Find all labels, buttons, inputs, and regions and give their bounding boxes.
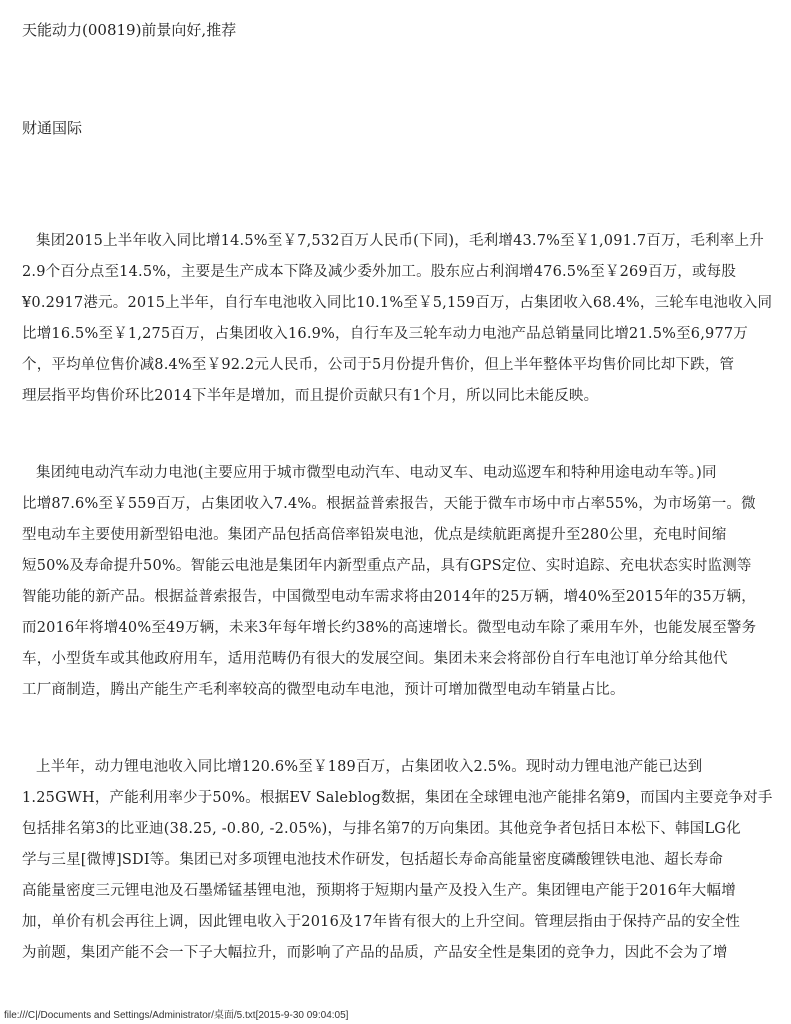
page-footer-path: file:///C|/Documents and Settings/Administrator/桌面/5.txt[2015-9-30 09:04:05] xyxy=(4,1010,349,1021)
text-line: 个，平均单位售价减8.4%至￥92.2元人民币，公司于5月份提升售价，但上半年整体平均售价同比却下跌，管 xyxy=(22,357,735,373)
text-line: ¥0.2917港元。2015上半年，自行车电池收入同比10.1%至￥5,159百万，占集团收入68.4%，三轮车电池收入同 xyxy=(22,295,773,311)
paragraph-1 xyxy=(22,231,782,417)
paragraph-3 xyxy=(22,757,782,974)
text-line: 2.9个百分点至14.5%，主要是生产成本下降及减少委外加工。股东应占利润增476.5%至￥269百万，或每股 xyxy=(22,264,737,280)
text-line: 1.25GWH，产能利用率少于50%。根据EV Saleblog数据，集团在全球锂电池产能排名第9，而国内主要竞争对手 xyxy=(22,790,773,806)
text-line: 上半年，动力锂电池收入同比增120.6%至￥189百万，占集团收入2.5%。现时动力锂电池产能已达到 xyxy=(36,759,703,775)
text-line: 包括排名第3的比亚迪(38.25, -0.80, -2.05%)，与排名第7的万向集团。其他竞争者包括日本松下、韩国LG化 xyxy=(22,821,741,837)
paragraph-2 xyxy=(22,463,782,711)
text-line: 集团2015上半年收入同比增14.5%至￥7,532百万人民币(下同)，毛利增43.7%至￥1,091.7百万，毛利率上升 xyxy=(36,233,764,249)
text-line: 理层指平均售价环比2014下半年是增加，而且提价贡献只有1个月，所以同比未能反映。 xyxy=(22,388,599,404)
text-line: 高能量密度三元锂电池及石墨烯锰基锂电池，预期将于短期内量产及投入生产。集团锂电产能于2016年大幅增 xyxy=(22,883,736,899)
text-line: 智能功能的新产品。根据益普索报告，中国微型电动车需求将由2014年的25万辆，增40%至2015年的35万辆， xyxy=(22,589,756,605)
text-line: 加，单价有机会再往上调，因此锂电收入于2016及17年皆有很大的上升空间。管理层指由于保持产品的安全性 xyxy=(22,914,741,930)
article-source: 财通国际 xyxy=(22,119,83,137)
text-line: 工厂商制造，腾出产能生产毛利率较高的微型电动车电池，预计可增加微型电动车销量占比。 xyxy=(22,682,625,698)
text-line: 集团纯电动汽车动力电池(主要应用于城市微型电动汽车、电动叉车、电动巡逻车和特种用途电动车等。)同 xyxy=(36,465,717,481)
text-line: 比增87.6%至￥559百万，占集团收入7.4%。根据益普索报告，天能于微车市场中市占率55%，为市场第一。微 xyxy=(22,496,756,512)
text-line: 比增16.5%至￥1,275百万，占集团收入16.9%，自行车及三轮车动力电池产品总销量同比增21.5%至6,977万 xyxy=(22,326,749,342)
article-title: 天能动力(00819)前景向好,推荐 xyxy=(22,21,237,39)
text-line: 型电动车主要使用新型铅电池。集团产品包括高倍率铅炭电池，优点是续航距离提升至280公里，充电时间缩 xyxy=(22,527,727,543)
text-line: 短50%及寿命提升50%。智能云电池是集团年内新型重点产品，具有GPS定位、实时追踪、充电状态实时监测等 xyxy=(22,558,752,574)
text-line: 为前题，集团产能不会一下子大幅拉升，而影响了产品的品质，产品安全性是集团的竞争力，因此不会为了增 xyxy=(22,945,728,961)
text-line: 学与三星[微博]SDI等。集团已对多项锂电池技术作研发，包括超长寿命高能量密度磷酸锂铁电池、超长寿命 xyxy=(22,852,724,868)
text-line: 车，小型货车或其他政府用车，适用范畴仍有很大的发展空间。集团未来会将部份自行车电池订单分给其他代 xyxy=(22,651,728,667)
text-line: 而2016年将增40%至49万辆，未来3年每年增长约38%的高速增长。微型电动车除了乘用车外，也能发展至警务 xyxy=(22,620,757,636)
